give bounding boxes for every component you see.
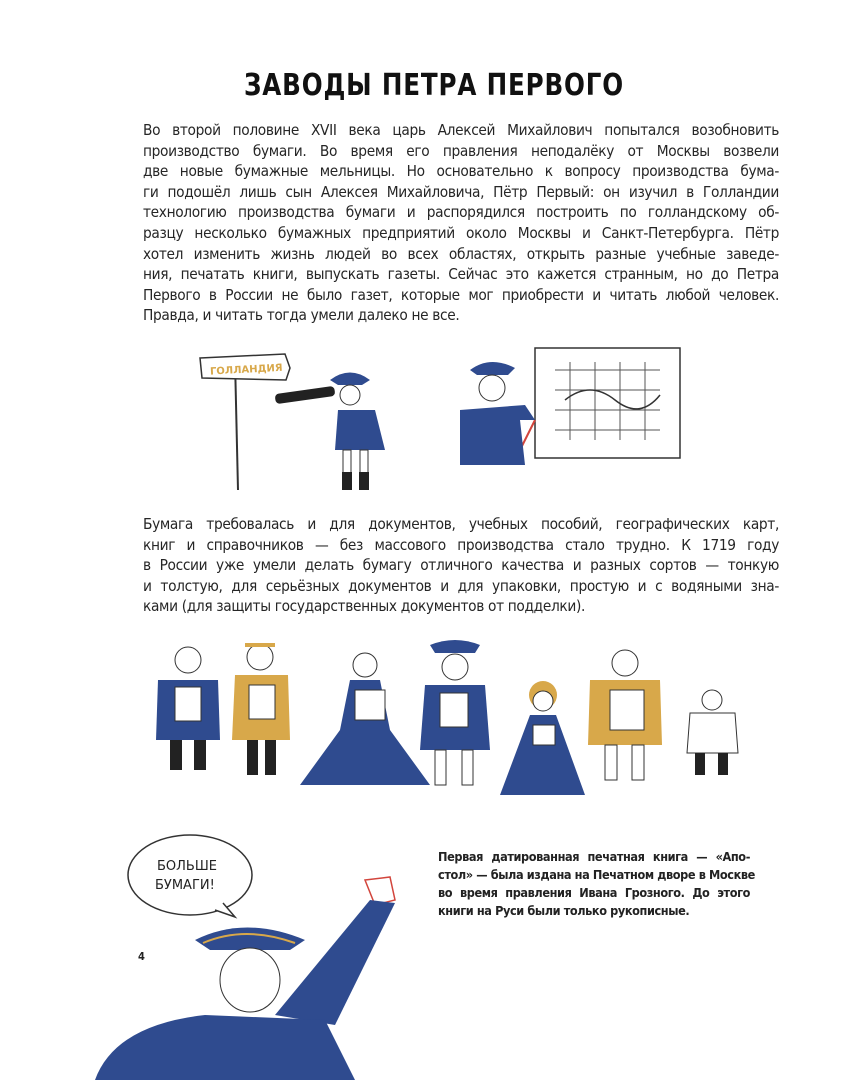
text-line: ками (для защиты государственных документов от подделки). bbox=[143, 597, 585, 616]
text-line: Правда, и читать тогда умели далеко не все. bbox=[143, 306, 460, 325]
figure-bearded-man bbox=[588, 650, 662, 780]
text-line: Первого в России не было газет, которые мог приобрести и читать любой человек. bbox=[143, 285, 779, 304]
speech-bubble-line-1: БОЛЬШЕ bbox=[157, 859, 217, 874]
text-line: технологию производства бумаги и распорядился построить по голландскому об- bbox=[143, 203, 779, 222]
figure-lady-mustard bbox=[500, 681, 585, 795]
figure-man-blue bbox=[156, 647, 220, 770]
text-line: Во второй половине XVII века царь Алексей Михайлович попытался возобновить bbox=[143, 121, 779, 139]
text-line: Бумага требовалась и для документов, учебных пособий, географических карт, bbox=[143, 515, 779, 533]
text-line: разцу несколько бумажных предприятий около Москвы и Санкт-Петербурга. Пётр bbox=[143, 223, 779, 242]
paragraph-1 bbox=[143, 120, 779, 326]
paragraph-2 bbox=[143, 514, 779, 617]
note-line: книги на Руси были только рукописные. bbox=[438, 903, 690, 918]
speech-bubble-line-2: БУМАГИ! bbox=[155, 878, 215, 893]
text-line: ния, печатать книги, выпускать газеты. Сейчас это кажется странным, но до Петра bbox=[143, 265, 779, 284]
text-line: и толстую, для серьёзных документов и для упаковки, простую и с водяными зна- bbox=[143, 576, 779, 595]
text-line: ги подошёл лишь сын Алексея Михайловича, Пётр Первый: он изучил в Голландии bbox=[143, 182, 779, 201]
page-number: 4 bbox=[138, 950, 145, 963]
figure-man-tricorn bbox=[420, 640, 490, 785]
text-line: в России уже умели делать бумагу отличного качества и разных сортов — тонкую bbox=[143, 556, 779, 575]
figure-lady-blue-gown bbox=[300, 653, 430, 785]
illustration-peter-telescope-map bbox=[190, 340, 690, 500]
text-line: производство бумаги. Во время его правления неподалёку от Москвы возвели bbox=[143, 141, 779, 160]
signpost-label: ГОЛЛАНДИЯ bbox=[209, 362, 283, 378]
page-title: ЗАВОДЫ ПЕТРА ПЕРВОГО bbox=[243, 68, 625, 103]
text-line: хотел изменить жизнь людей во всех областях, открыть разные учебные заведе- bbox=[143, 244, 779, 263]
illustration-people-reading bbox=[150, 635, 750, 815]
note-line: Первая датированная печатная книга — «Апо- bbox=[438, 849, 750, 864]
sidebar-note bbox=[438, 848, 755, 920]
text-line: две новые бумажные мельницы. Но основательно к вопросу производства бума- bbox=[143, 162, 779, 181]
figure-boy bbox=[687, 690, 738, 775]
figure-man-mustard bbox=[232, 643, 290, 775]
text-line: книг и справочников — без массового производства стало трудно. К 1719 году bbox=[143, 535, 779, 554]
note-line: во время правления Ивана Грозного. До этого bbox=[438, 885, 750, 900]
note-line: стол» — была издана на Печатном дворе в Москве bbox=[438, 867, 755, 882]
